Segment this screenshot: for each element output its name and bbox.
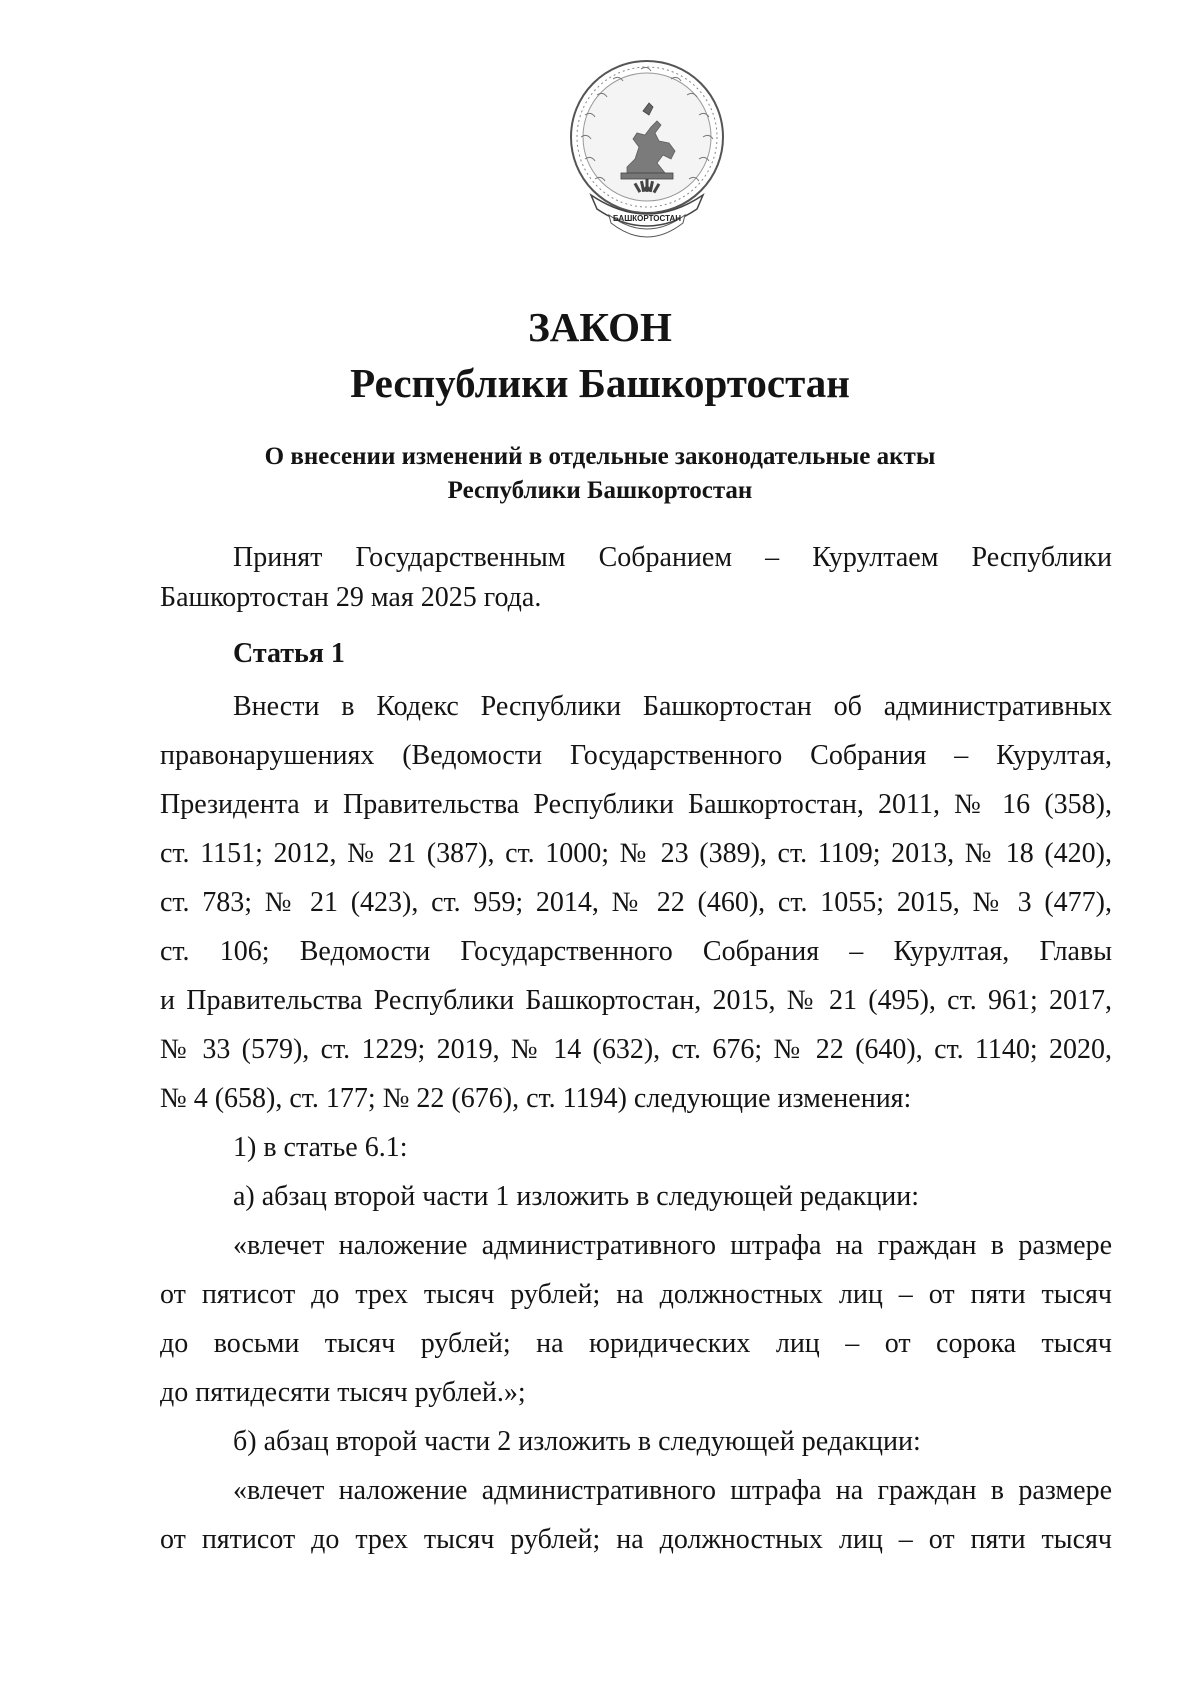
article-line: правонарушениях (Ведомости Государственного Собрания – Курултая, [160,740,1112,771]
law-subject [160,440,1040,508]
quote-a-line: от пятисот до трех тысяч рублей; на должностных лиц – от пяти тысяч [160,1279,1112,1310]
coat-of-arms-emblem [565,55,729,255]
item-b: б) абзац второй части 2 изложить в следующей редакции: [233,1426,921,1457]
quote-a-line: до восьми тысяч рублей; на юридических лиц – от сорока тысяч [160,1328,1112,1359]
article-line: ст. 1151; 2012, № 21 (387), ст. 1000; № 23 (389), ст. 1109; 2013, № 18 (420), [160,838,1112,869]
article-line: Президента и Правительства Республики Башкортостан, 2011, № 16 (358), [160,789,1112,820]
quote-b-line: от пятисот до трех тысяч рублей; на должностных лиц – от пяти тысяч [160,1524,1112,1555]
emblem-caption: БАШКОРТОСТАН [612,214,682,223]
article-line: ст. 783; № 21 (423), ст. 959; 2014, № 22 (460), ст. 1055; 2015, № 3 (477), [160,887,1112,918]
article-line: № 33 (579), ст. 1229; 2019, № 14 (632), ст. 676; № 22 (640), ст. 1140; 2020, [160,1034,1112,1065]
document-subtitle: Республики Башкортостан [350,360,850,406]
quote-a-line: до пятидесяти тысяч рублей.»; [160,1377,526,1408]
article-line: № 4 (658), ст. 177; № 22 (676), ст. 1194) следующие изменения: [160,1083,912,1114]
article-line: Внести в Кодекс Республики Башкортостан об административных [233,691,1112,722]
item-1: 1) в статье 6.1: [233,1132,408,1163]
law-subject-line-1: О внесении изменений в отдельные законодательные акты [264,443,936,470]
document-title: ЗАКОН [528,304,672,350]
quote-a-line: «влечет наложение административного штрафа на граждан в размере [233,1230,1112,1261]
article-heading: Статья 1 [233,638,345,669]
law-subject-line-2: Республики Башкортостан [447,477,753,504]
item-a: а) абзац второй части 1 изложить в следующей редакции: [233,1181,919,1212]
adoption-line-2: Башкортостан 29 мая 2025 года. [160,582,542,613]
quote-b-line: «влечет наложение административного штрафа на граждан в размере [233,1475,1112,1506]
adoption-line-1: Принят Государственным Собранием – Курултаем Республики [233,542,1112,573]
article-line: ст. 106; Ведомости Государственного Собрания – Курултая, Главы [160,936,1112,967]
article-line: и Правительства Республики Башкортостан, 2015, № 21 (495), ст. 961; 2017, [160,985,1112,1016]
